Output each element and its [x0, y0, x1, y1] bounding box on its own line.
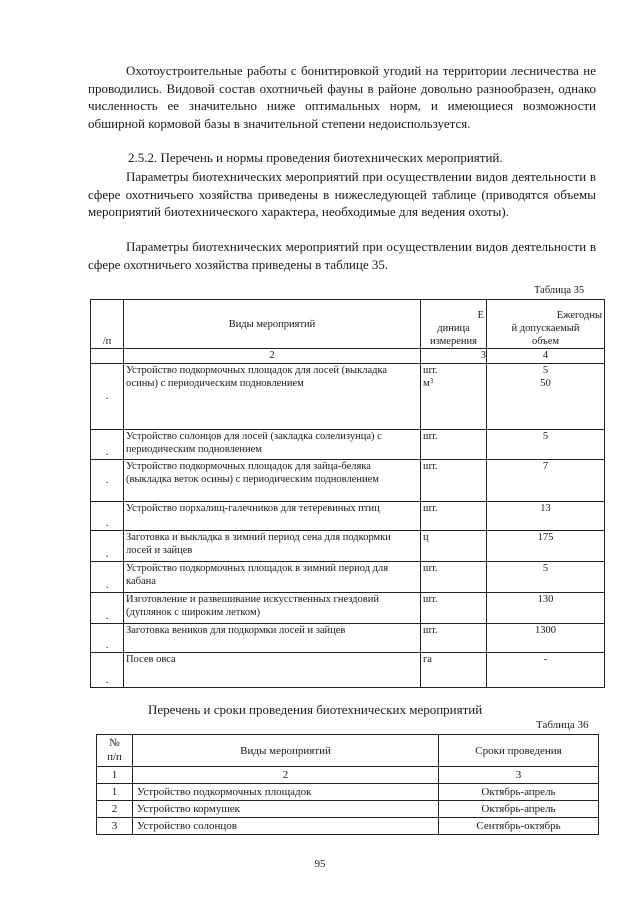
table-row [91, 593, 605, 624]
table36-header-row [97, 735, 599, 767]
section-heading: 2.5.2. Перечень и нормы проведения биотехнических мероприятий. [128, 150, 503, 165]
table36-row-num: 3 [97, 818, 133, 835]
table35 [90, 299, 605, 688]
table35-row-volume: 130 [487, 593, 605, 624]
table35-row-num: . [91, 593, 124, 624]
table35-colnum-2: 2 [124, 349, 421, 364]
table36-colnum-1: 1 [97, 767, 133, 784]
table35-row-volume: 1300 [487, 624, 605, 653]
table35-row-name: Заготовка и выкладка в зимний период сена для подкормки лосей и зайцев [124, 531, 421, 562]
table35-row-unit: ц [421, 531, 487, 562]
table35-row-num: . [91, 430, 124, 460]
table35-row-volume: 5 [487, 562, 605, 593]
table35-column-numbers [91, 349, 605, 364]
table36-caption: Таблица 36 [536, 719, 589, 731]
table36-colnum-2: 2 [133, 767, 439, 784]
table35-row-volume-line2: 50 [540, 378, 551, 389]
table35-header-volume-line1: Ежегодны [556, 310, 602, 321]
table36 [96, 734, 599, 835]
table35-row-volume: 13 [487, 502, 605, 531]
table35-row-unit: шт. [421, 593, 487, 624]
table36-row-num: 1 [97, 784, 133, 801]
table35-header-unit [421, 300, 487, 349]
table36-column-numbers [97, 767, 599, 784]
table35-row-volume: 175 [487, 531, 605, 562]
table35-header-num [91, 300, 124, 349]
paragraph-intro: Охотоустроительные работы с бонитировкой угодий на территории лесничества не проводились. Видовой состав охотничьей фауны в районе довольно разнообразен, однако численность ее значительно ниже оптимальных норм, и имеющиеся возможности обширной кормовой базы в значительной степени недоиспользуется. [88, 63, 596, 131]
table-row [91, 624, 605, 653]
table35-header-unit-line3: измерения [430, 336, 477, 347]
table-row [91, 364, 605, 430]
table35-caption: Таблица 35 [534, 285, 585, 296]
table35-row-volume [487, 364, 605, 430]
table35-colnum-4: 4 [487, 349, 605, 364]
table35-row-unit [421, 364, 487, 430]
table-row [97, 784, 599, 801]
table35-header-unit-line1: Е [477, 310, 484, 321]
table36-header-num-line1: № [109, 737, 120, 749]
table35-row-unit: шт. [421, 430, 487, 460]
table35-row-name: Устройство солонцов для лосей (закладка солелизунца) с периодическим подновлением [124, 430, 421, 460]
table35-row-name: Устройство подкормочных площадок в зимний период для кабана [124, 562, 421, 593]
table35-row-unit-line1: шт. [423, 365, 438, 376]
table36-row-name: Устройство солонцов [133, 818, 439, 835]
table36-header-num-line2: п/п [107, 751, 122, 763]
table35-row-unit: шт. [421, 624, 487, 653]
table-row [91, 430, 605, 460]
table35-header-volume [487, 300, 605, 349]
table36-row-name: Устройство подкормочных площадок [133, 784, 439, 801]
table-row [91, 562, 605, 593]
table36-row-num: 2 [97, 801, 133, 818]
table36-row-term: Октябрь-апрель [439, 801, 599, 818]
table35-row-unit-superscript: 3 [429, 377, 434, 385]
table-row [91, 460, 605, 502]
table35-row-volume: 7 [487, 460, 605, 502]
table36-header-name: Виды мероприятий [133, 735, 439, 767]
table35-header-volume-line3: объем [531, 336, 560, 347]
table35-row-name: Заготовка веников для подкормки лосей и зайцев [124, 624, 421, 653]
table36-header-num [97, 735, 133, 767]
table36-header-term: Сроки проведения [439, 735, 599, 767]
table35-row-name: Устройство подкормочных площадок для лосей (выкладка осины) с периодическим подновлением [124, 364, 421, 430]
table-row [97, 801, 599, 818]
table35-colnum-3: 3 [421, 349, 487, 364]
table35-row-num: . [91, 562, 124, 593]
table35-row-num: . [91, 460, 124, 502]
table35-row-volume-line1: 5 [542, 365, 549, 376]
table35-header-row [91, 300, 605, 349]
table35-colnum-1 [91, 349, 124, 364]
table35-row-num: . [91, 653, 124, 688]
table35-row-unit: га [421, 653, 487, 688]
table35-header-num-text: /п [102, 336, 112, 347]
table35-row-num: . [91, 502, 124, 531]
table-row [91, 653, 605, 688]
table35-row-unit: шт. [421, 502, 487, 531]
table35-row-num: . [91, 624, 124, 653]
table35-row-num: . [91, 364, 124, 430]
table35-row-name: Изготовление и развешивание искусственных гнездовий (дуплянок с широким летком) [124, 593, 421, 624]
table35-row-name: Устройство порхалищ-галечников для тетеревиных птиц [124, 502, 421, 531]
table-row [91, 531, 605, 562]
table35-header-volume-line2: й допускаемый [511, 323, 580, 334]
table35-row-unit: шт. [421, 460, 487, 502]
table35-row-unit-m: м [423, 378, 430, 389]
page-number: 95 [314, 858, 326, 870]
table35-row-volume: - [487, 653, 605, 688]
table36-title: Перечень и сроки проведения биотехнических мероприятий [148, 702, 483, 717]
table35-row-num: . [91, 531, 124, 562]
table36-row-term: Октябрь-апрель [439, 784, 599, 801]
table36-colnum-3: 3 [439, 767, 599, 784]
table35-header-unit-line2: диница [437, 323, 470, 334]
table35-row-name: Устройство подкормочных площадок для зайца-беляка (выкладка веток осины) с периодическим подновлением [124, 460, 421, 502]
table36-row-name: Устройство кормушек [133, 801, 439, 818]
table35-row-volume: 5 [487, 430, 605, 460]
table35-row-unit-line2 [423, 377, 484, 390]
paragraph-table-reference: Параметры биотехнических мероприятий при осуществлении видов деятельности в сфере охотничьего хозяйства приведены в таблице 35. [88, 239, 596, 272]
table-row [97, 818, 599, 835]
table35-row-unit: шт. [421, 562, 487, 593]
table35-row-name: Посев овса [124, 653, 421, 688]
table-row [91, 502, 605, 531]
table35-header-name: Виды мероприятий [124, 300, 421, 349]
table36-row-term: Сентябрь-октябрь [439, 818, 599, 835]
paragraph-parameters: Параметры биотехнических мероприятий при осуществлении видов деятельности в сфере охотничьего хозяйства приведены в нижеследующей таблице (приводятся объемы мероприятий биотехнического характера, необходимые для ведения охоты). [88, 169, 596, 219]
